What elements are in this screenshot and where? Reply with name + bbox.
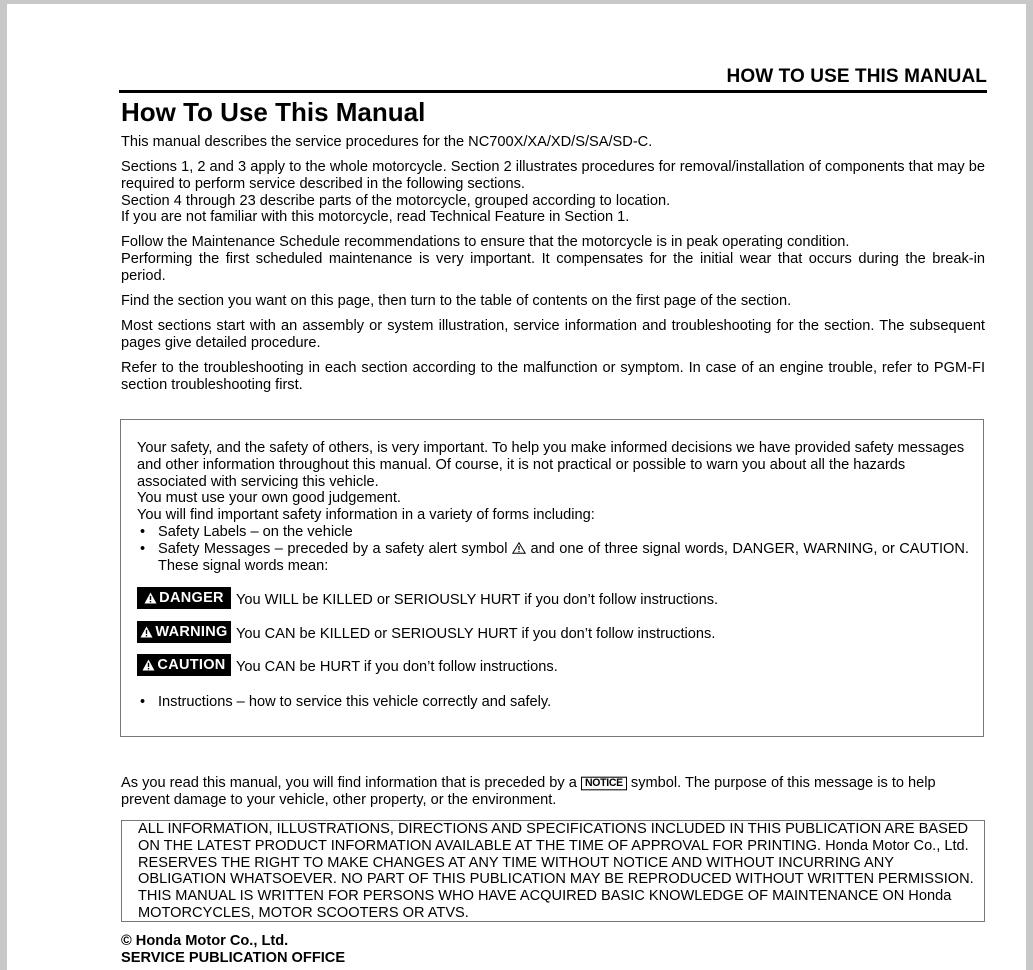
manual-page: [7, 4, 1026, 970]
danger-alert-icon: [144, 592, 157, 604]
warning-alert-icon: [140, 626, 153, 638]
warning-badge: [137, 621, 231, 643]
warning-badge-label: WARNING: [155, 624, 228, 640]
caution-badge-label: CAUTION: [157, 657, 226, 673]
notice-paragraph: [121, 775, 985, 809]
bullet-safety-messages-pre: Safety Messages – preceded by a safety alert symbol: [158, 540, 508, 557]
warning-meaning: You CAN be KILLED or SERIOUSLY HURT if you don’t follow instructions.: [236, 626, 716, 642]
safety-forms-intro: You will find important safety information in a variety of forms including:: [137, 507, 595, 524]
instructions-bullets: [137, 694, 969, 711]
bullet-safety-messages: [137, 541, 969, 575]
signal-row-danger: [137, 587, 718, 609]
signal-row-caution: [137, 654, 558, 676]
caution-badge: [137, 654, 231, 676]
paragraph-2c: If you are not familiar with this motorcycle, read Technical Feature in Section 1.: [121, 209, 630, 226]
safety-text: [137, 440, 969, 574]
caution-alert-icon: [142, 659, 155, 671]
bullet-safety-labels: • Safety Labels – on the vehicle: [137, 524, 969, 541]
safety-bullets: [137, 524, 969, 574]
caution-meaning: You CAN be HURT if you don’t follow instructions.: [236, 659, 558, 675]
intro-text: [121, 134, 985, 401]
copyright-line: © Honda Motor Co., Ltd.: [121, 933, 289, 949]
bullet-safety-messages-post: and one of three signal words, DANGER, WARNING, or CAUTION. These signal words mean:: [158, 540, 969, 574]
paragraph-6: Refer to the troubleshooting in each section according to the malfunction or symptom. In case of an engine trouble, refer to PGM-FI section troubleshooting first.: [121, 359, 985, 393]
notice-badge: NOTICE: [581, 777, 627, 791]
paragraph-3b: Performing the first scheduled maintenance is very important. It compensates for the initial wear that occurs during the break-in period.: [121, 251, 985, 284]
notice-post: symbol. The purpose of this message is to help prevent damage to your vehicle, other property, or the environment.: [121, 775, 936, 808]
header-rule: [119, 90, 987, 93]
safety-intro: Your safety, and the safety of others, is very important. To help you make informed decisions we have provided safety messages and other information throughout this manual. Of course, it is not practical or possible to warn you about all the hazards associated with servicing this vehicle.: [137, 440, 965, 490]
safety-box: [120, 419, 984, 737]
safety-alert-triangle-icon: [512, 542, 526, 554]
disclaimer-text: ALL INFORMATION, ILLUSTRATIONS, DIRECTIONS AND SPECIFICATIONS INCLUDED IN THIS PUBLICATION ARE BASED ON THE LATEST PRODUCT INFORMATION AVAILABLE AT THE TIME OF APPROVAL FOR PRINTING. Honda Motor Co., Ltd. RESERVES THE RIGHT TO MAKE CHANGES AT ANY TIME WITHOUT NOTICE AND WITHOUT INCURRING ANY OBLIGATION WHATSOEVER. NO PART OF THIS PUBLICATION MAY BE REPRODUCED WITHOUT WRITTEN PERMISSION. THIS MANUAL IS WRITTEN FOR PERSONS WHO HAVE ACQUIRED BASIC KNOWLEDGE OF MAINTENANCE ON Honda MOTORCYCLES, MOTOR SCOOTERS OR ATVS.: [138, 821, 974, 921]
paragraph-5: Most sections start with an assembly or system illustration, service information and troubleshooting for the section. The subsequent pages give detailed procedure.: [121, 317, 985, 351]
signal-row-warning: [137, 621, 715, 643]
paragraph-2a: Sections 1, 2 and 3 apply to the whole motorcycle. Section 2 illustrates procedures for removal/installation of components that may be required to perform service described in the following sections.: [121, 158, 985, 192]
paragraph-2b: Section 4 through 23 describe parts of the motorcycle, grouped according to location.: [121, 192, 671, 209]
copyright-block: [121, 933, 345, 967]
section-header: HOW TO USE THIS MANUAL: [726, 66, 987, 87]
page-title: How To Use This Manual: [121, 97, 426, 127]
paragraph-1: This manual describes the service procedures for the NC700X/XA/XD/S/SA/SD-C.: [121, 134, 653, 150]
publisher-line: SERVICE PUBLICATION OFFICE: [121, 950, 346, 966]
notice-pre: As you read this manual, you will find information that is preceded by a: [121, 775, 577, 791]
disclaimer-box: [121, 820, 985, 922]
danger-badge-label: DANGER: [159, 590, 224, 606]
paragraph-4: Find the section you want on this page, then turn to the table of contents on the first page of the section.: [121, 292, 792, 309]
paragraph-3a: Follow the Maintenance Schedule recommendations to ensure that the motorcycle is in peak operating condition.: [121, 234, 850, 251]
safety-judgement: You must use your own good judgement.: [137, 490, 401, 507]
bullet-instructions: • Instructions – how to service this vehicle correctly and safely.: [137, 694, 969, 711]
danger-badge: [137, 587, 231, 609]
danger-meaning: You WILL be KILLED or SERIOUSLY HURT if you don’t follow instructions.: [236, 592, 719, 608]
